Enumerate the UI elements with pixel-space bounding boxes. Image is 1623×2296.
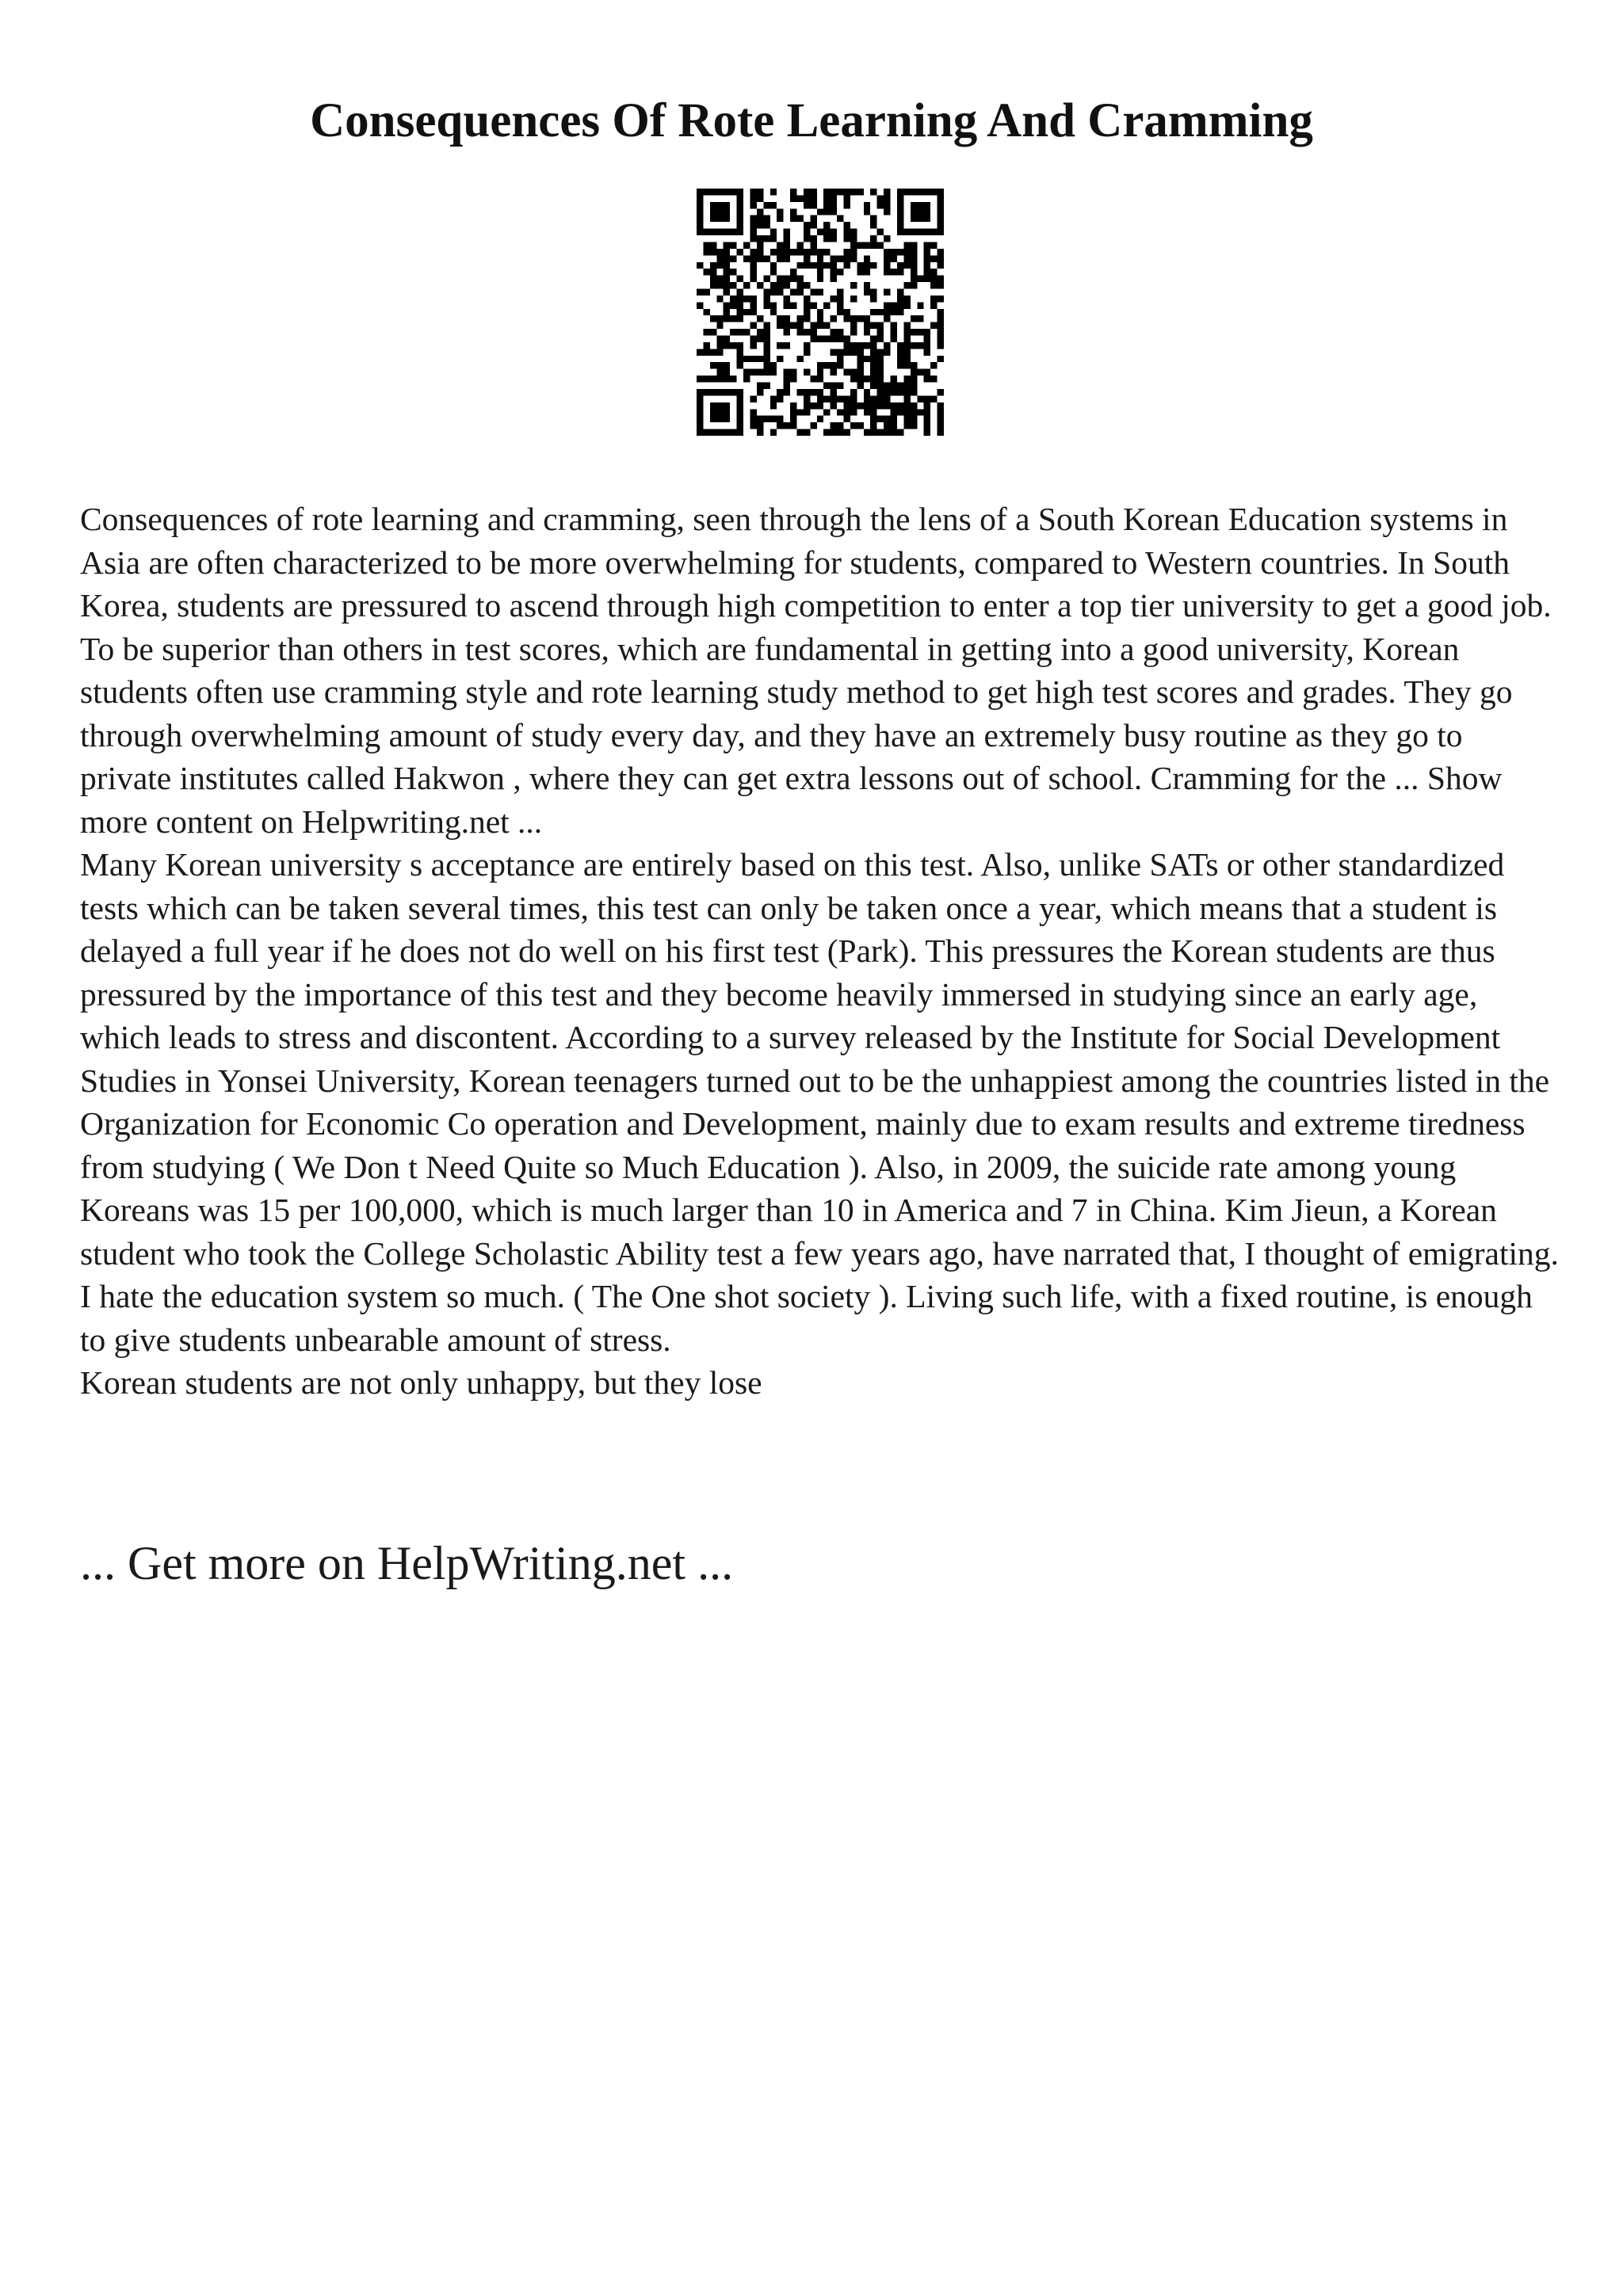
document-body bbox=[80, 498, 1562, 1405]
document-title: Consequences Of Rote Learning And Cramming bbox=[310, 94, 1313, 147]
body-paragraph: Many Korean university s acceptance are entirely based on this test. Also, unlike SATs or other standardized tests which can be taken several times, this test can only be taken once a year, which means that a student is delayed a full year if he does not do well on his first test (Park). This pressures the Korean students are thus pressured by the importance of this test and they become heavily immersed in studying since an early age, which leads to stress and discontent. According to a survey released by the Institute for Social Development Studies in Yonsei University, Korean teenagers turned out to be the unhappiest among the countries listed in the Organization for Economic Co operation and Development, mainly due to exam results and extreme tiredness from studying ( We Don t Need Quite so Much Education ). Also, in 2009, the suicide rate among young Koreans was 15 per 100,000, which is much larger than 10 in America and 7 in China. Kim Jieun, a Korean student who took the College Scholastic Ability test a few years ago, have narrated that, I thought of emigrating. I hate the education system so much. ( The One shot society ). Living such life, with a fixed routine, is enough to give students unbearable amount of stress. bbox=[80, 846, 1559, 1358]
body-paragraph: Korean students are not only unhappy, but they lose bbox=[80, 1364, 762, 1401]
get-more-link[interactable]: ... Get more on HelpWriting.net ... bbox=[80, 1537, 734, 1589]
qr-code bbox=[697, 189, 944, 436]
body-paragraph: Consequences of rote learning and cramming, seen through the lens of a South Korean Education systems in Asia are often characterized to be more overwhelming for students, compared to Western countries. In South Korea, students are pressured to ascend through high competition to enter a top tier university to get a good job. To be superior than others in test scores, which are fundamental in getting into a good university, Korean students often use cramming style and rote learning study method to get high test scores and grades. They go through overwhelming amount of study every day, and they have an extremely busy routine as they go to private institutes called Hakwon , where they can get extra lessons out of school. Cramming for the ... Show more content on Helpwriting.net ... bbox=[80, 501, 1552, 840]
